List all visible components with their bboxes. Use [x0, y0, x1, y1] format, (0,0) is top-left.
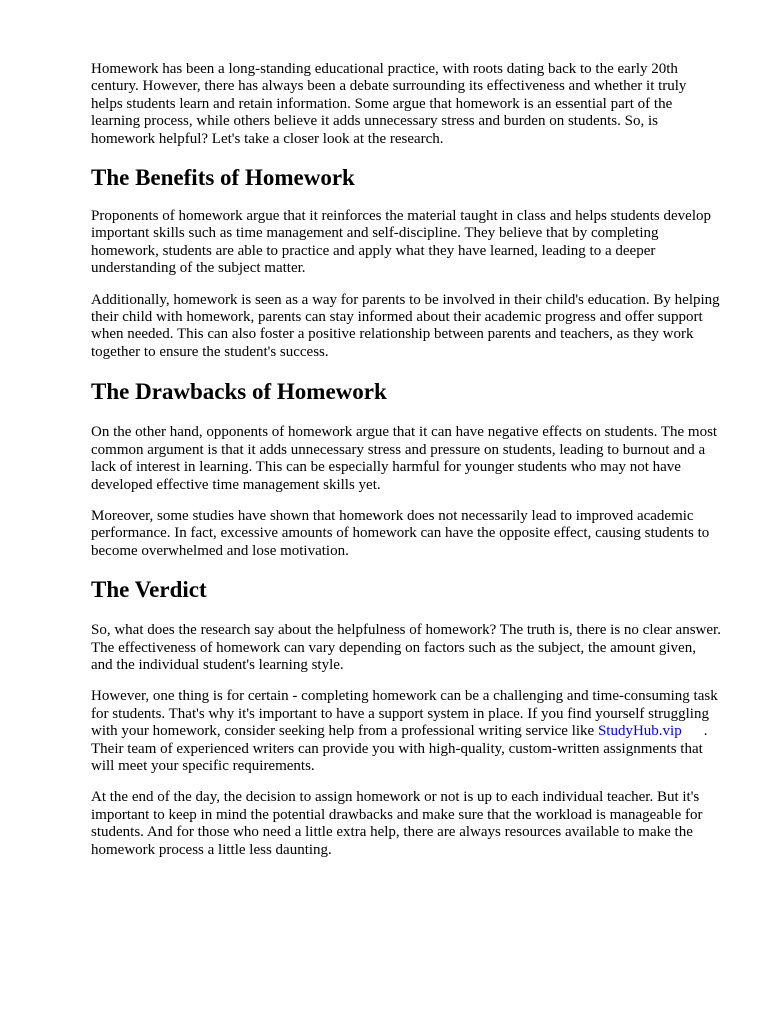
drawbacks-heading: The Drawbacks of Homework: [91, 379, 387, 405]
drawbacks-paragraph-2: Moreover, some studies have shown that homework does not necessarily lead to improved academic performance. In fact, excessive amounts of homework can have the opposite effect, causing students to become overwhelmed and lose motivation.: [91, 507, 710, 559]
verdict-heading: The Verdict: [91, 577, 207, 603]
verdict-paragraph-2-tail: . Their team of experienced writers can provide you with high-quality, custom-written assignments that will meet your specific requirements.: [91, 723, 708, 774]
intro-paragraph: Homework has been a long-standing educational practice, with roots dating back to the early 20th century. However, there has always been a debate surrounding its effectiveness and whether it truly helps students learn and retain information. Some argue that homework is an essential part of the learning process, while others believe it adds unnecessary stress and burden on students. So, is homework helpful? Let's take a closer look at the research.: [91, 61, 687, 147]
document-page: [91, 61, 721, 859]
benefits-heading: The Benefits of Homework: [91, 165, 355, 191]
verdict-paragraph-2: [91, 688, 721, 775]
studyhub-link[interactable]: StudyHub.vip: [597, 723, 682, 740]
verdict-paragraph-3: At the end of the day, the decision to assign homework or not is up to each individual teacher. But it's important to keep in mind the potential drawbacks and make sure that the workload is manageable for students. And for those who need a little extra help, there are always resources available to make the homework process a little less daunting.: [91, 789, 703, 858]
drawbacks-paragraph-1: On the other hand, opponents of homework argue that it can have negative effects on students. The most common argument is that it adds unnecessary stress and pressure on students, leading to burnout and a lack of interest in learning. This can be especially harmful for younger students who may not have developed effective time management skills yet.: [91, 424, 718, 493]
benefits-paragraph-2: Additionally, homework is seen as a way for parents to be involved in their child's education. By helping their child with homework, parents can stay informed about their academic progress and offer support when needed. This can also foster a positive relationship between parents and teachers, as they work together to ensure the student's success.: [91, 291, 720, 360]
benefits-paragraph-1: Proponents of homework argue that it reinforces the material taught in class and helps students develop important skills such as time management and self-discipline. They believe that by completing homework, students are able to practice and apply what they have learned, leading to a deeper understanding of the subject matter.: [91, 208, 711, 277]
verdict-paragraph-2-lead: However, one thing is for certain - completing homework can be a challenging and time-consuming task for students. That's why it's important to have a support system in place. If you find yourself struggling with your homework, consider seeking help from a professional writing service like: [91, 688, 718, 740]
verdict-paragraph-1: So, what does the research say about the helpfulness of homework? The truth is, there is no clear answer. The effectiveness of homework can vary depending on factors such as the subject, the amount given, and the individual student's learning style.: [91, 622, 721, 673]
